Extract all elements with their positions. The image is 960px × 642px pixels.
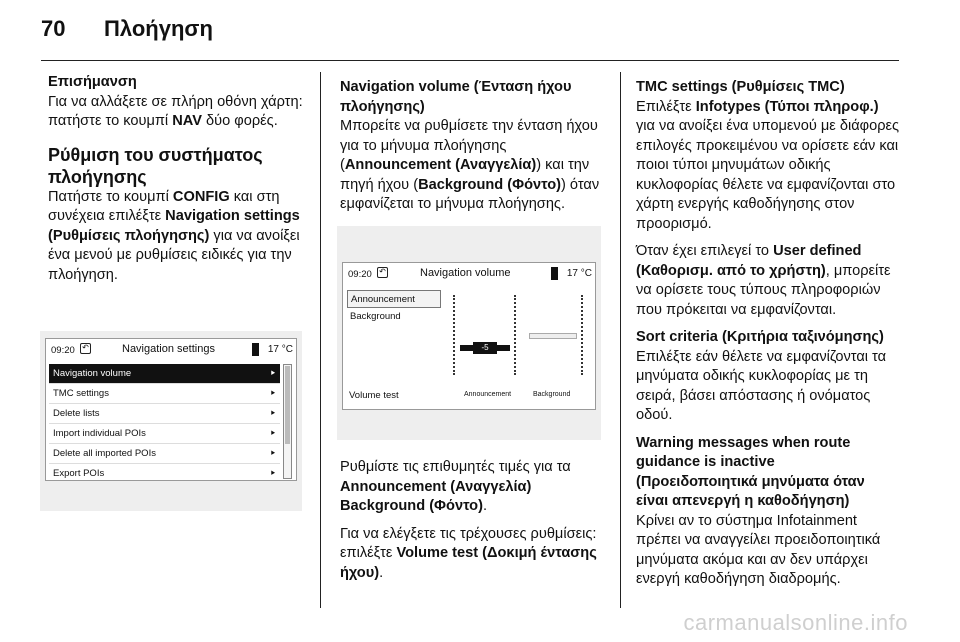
subheading-sort-criteria: Sort criteria (Κριτήρια ταξινόμησης) [636,329,884,345]
scrollbar[interactable] [283,364,292,479]
screen-title: Navigation volume [420,267,511,279]
thermometer-icon [252,343,259,356]
sort-paragraph: Επιλέξτε εάν θέλετε να εμφανίζονται τα μηνύματα οδικής κυκλοφορίας με τη σειρά, βάσει απόστασης ή ονόματος οδού. [636,348,887,423]
arrow-right-icon: ⯈ [269,449,276,458]
clock: 09:20 [51,345,75,356]
arrow-right-icon: ⯈ [269,429,276,438]
menu-item-import-pois[interactable]: Import individual POIs ⯈ [49,424,280,444]
intro-paragraph: Πατήστε το κουμπί CONFIG και στη συνέχεια επιλέξτε Navigation settings (Ρυθμίσεις πλοήγησης) για να ανοίξει ένα μενού με ρυθμίσεις ειδικές για την πλοήγηση. [48,188,300,283]
scale-dots [453,295,455,375]
header-divider [41,60,899,61]
temperature: 17 °C [566,268,592,279]
volume-menu [347,290,441,326]
note-text: Για να αλλάξετε σε πλήρη οθόνη χάρτη: πατήστε το κουμπί NAV δύο φορές. [48,93,303,129]
clock: 09:20 [348,269,372,280]
display-screen [45,338,297,481]
subheading-tmc-settings: TMC settings (Ρυθμίσεις TMC) [636,79,845,95]
volume-paragraph: Μπορείτε να ρυθμίσετε την ένταση ήχου για το μήνυμα πλοήγησης (Announcement (Αναγγελία)) και την πηγή ήχου (Background (Φόντο)) όταν εμφανίζεται το μήνυμα πλοήγησης. [340,118,600,212]
column-divider-right [620,72,621,608]
subheading-warning-messages: Warning messages when route guidance is inactive (Προειδοποιητικά μηνύματα όταν είναι απενεργή η καθοδήγηση) [636,434,865,509]
menu-item-tmc-settings[interactable]: TMC settings ⯈ [49,384,280,404]
menu-item-navigation-volume[interactable]: Navigation volume ⯈ [49,364,280,384]
menu-item-background[interactable]: Background [350,311,401,322]
arrow-right-icon: ⯈ [269,369,276,378]
arrow-right-icon: ⯈ [269,389,276,398]
page-title: Πλοήγηση [104,16,213,41]
status-bar [343,263,595,285]
column-2 [340,78,602,223]
column-1 [48,73,310,293]
page-number: 70 [41,16,66,41]
scrollbar-thumb[interactable] [285,366,290,444]
navigation-volume-screenshot [337,226,601,440]
tmc-paragraph: Επιλέξτε Infotypes (Τύποι πληροφ.) για να ανοίξει ένα υπομενού με διάφορες επιλογές προκειμένου να ορίσετε εάν και ποιοι τύποι μηνυμάτων οδικής κυκλοφορίας θέλετε να εμφανίζονται στο χάρτη ενεργής καθοδήγησης στον προορισμό. [636,98,900,232]
arrow-right-icon: ⯈ [269,409,276,418]
subheading-navigation-volume: Navigation volume (Ένταση ήχου πλοήγησης) [340,79,572,115]
warning-paragraph: Κρίνει αν το σύστημα Infotainment πρέπει να αναγγείλει προειδοποιητικά μηνύματα ακόμα και αν δεν υπάρχει ενεργή καθοδήγηση διαδρομής. [636,512,881,587]
back-icon: ↶ [377,267,388,278]
navigation-settings-screenshot [40,331,302,511]
menu-item-export-pois[interactable]: Export POIs ⯈ [49,464,280,481]
screen-title: Navigation settings [122,343,215,355]
display-screen [342,262,596,410]
background-label: Background [533,391,571,398]
menu-item-delete-imported-pois[interactable]: Delete all imported POIs ⯈ [49,444,280,464]
menu-item-announcement[interactable]: Announcement [347,290,441,308]
arrow-right-icon: ⯈ [269,469,276,478]
section-heading: Ρύθμιση του συστήματος πλοήγησης [48,144,263,187]
user-defined-paragraph: Όταν έχει επιλεγεί το User defined (Καθορισμ. από το χρήστη), μπορείτε να ορίσετε τους τύπους πληροφοριών που πρόκειται να εμφανίζονται. [636,243,891,318]
background-slider[interactable] [529,333,577,339]
column-3 [636,78,900,598]
announcement-label: Announcement [464,391,512,398]
temperature: 17 °C [267,344,293,355]
note-title: Επισήμανση [48,74,137,90]
menu-item-volume-test[interactable]: Volume test [349,390,399,401]
thermometer-icon [551,267,558,280]
set-values-paragraph: Ρυθμίστε τις επιθυμητές τιμές για τα Announcement (Αναγγελία) Background (Φόντο). [340,459,571,514]
status-bar [46,339,296,361]
watermark: carmanualsonline.info [683,610,908,635]
volume-test-paragraph: Για να ελέγξετε τις τρέχουσες ρυθμίσεις: επιλέξτε Volume test (Δοκιμή έντασης ήχου). [340,525,597,581]
back-icon: ↶ [80,343,91,354]
scale-dots [581,295,583,375]
column-2-lower [340,458,602,591]
scale-dots [514,295,516,375]
column-divider-left [320,72,321,608]
menu-item-delete-lists[interactable]: Delete lists ⯈ [49,404,280,424]
settings-menu [49,364,280,481]
announcement-slider-knob[interactable]: -5 [473,342,497,354]
